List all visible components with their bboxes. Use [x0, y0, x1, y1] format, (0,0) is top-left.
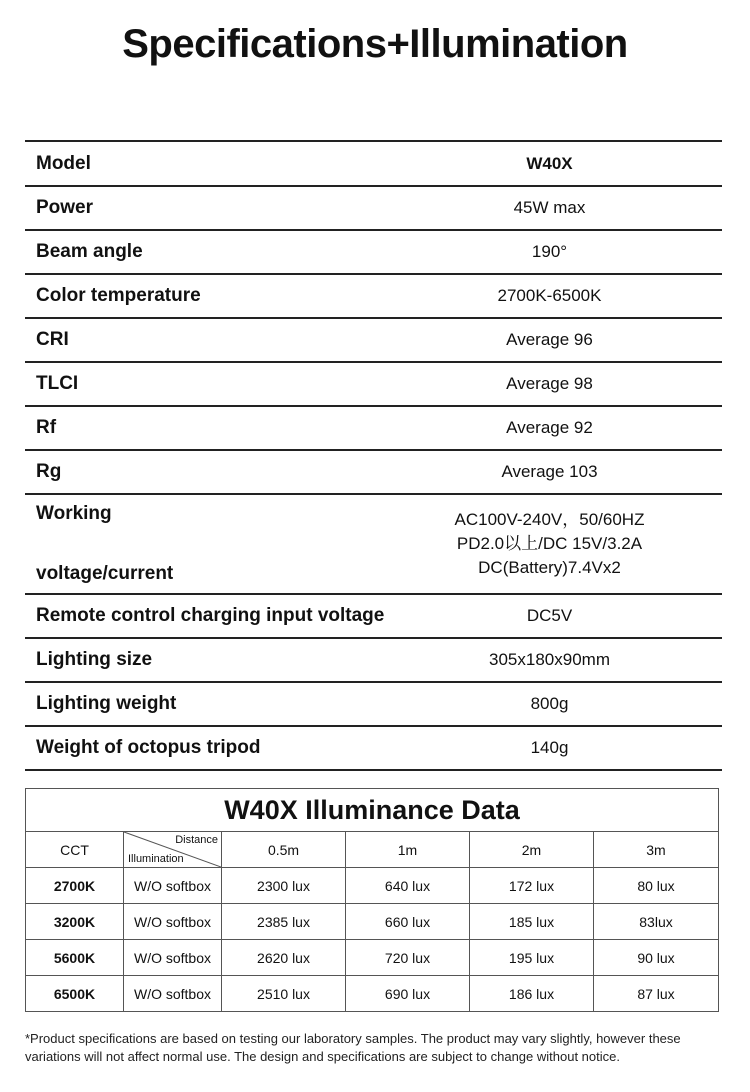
- spec-value-line: PD2.0以上/DC 15V/3.2A: [456, 534, 643, 553]
- spec-value: 190°: [531, 242, 568, 261]
- illuminance-row: [26, 904, 718, 940]
- spec-value: 305x180x90mm: [489, 650, 610, 669]
- spec-row: [25, 231, 722, 275]
- spec-label: Model: [36, 152, 91, 174]
- spec-value: [377, 495, 722, 593]
- spec-value-line: AC100V-240V，50/60HZ: [454, 510, 645, 529]
- spec-value-line: DC(Battery)7.4Vx2: [478, 558, 621, 577]
- illuminance-title: W40X Illuminance Data: [26, 789, 718, 832]
- spec-row: [25, 639, 722, 683]
- row-value: 186 lux: [470, 976, 594, 1011]
- spec-value: Average 96: [506, 330, 593, 349]
- spec-label: Rf: [36, 417, 57, 438]
- illuminance-row: [26, 868, 718, 904]
- spec-value: Average 92: [506, 418, 593, 437]
- row-cct: 6500K: [26, 976, 124, 1011]
- header-distance-illumination: [124, 832, 222, 867]
- illuminance-row: [26, 940, 718, 976]
- spec-row: [25, 683, 722, 727]
- row-value: 690 lux: [346, 976, 470, 1011]
- row-value: 185 lux: [470, 904, 594, 939]
- spec-label: [25, 495, 377, 593]
- spec-value: DC5V: [526, 606, 573, 625]
- row-mode: W/O softbox: [124, 904, 222, 939]
- row-value: 80 lux: [637, 877, 675, 894]
- header-distance-label: Distance: [175, 834, 218, 846]
- spec-value: 45W max: [513, 198, 586, 217]
- row-value: 195 lux: [470, 940, 594, 975]
- spec-label: TLCI: [36, 373, 79, 394]
- spec-table: [25, 140, 722, 771]
- row-value: 172 lux: [470, 868, 594, 903]
- header-distance: 2m: [470, 832, 594, 867]
- row-mode: W/O softbox: [124, 868, 222, 903]
- spec-value: 2700K-6500K: [497, 286, 602, 305]
- spec-row: [25, 451, 722, 495]
- row-cct: 3200K: [26, 904, 124, 939]
- spec-value: 140g: [530, 738, 569, 757]
- row-value: 660 lux: [346, 904, 470, 939]
- spec-label-line: voltage/current: [36, 563, 174, 584]
- illuminance-header-row: [26, 832, 718, 868]
- spec-row: [25, 407, 722, 451]
- header-distance: 1m: [346, 832, 470, 867]
- row-value: 720 lux: [346, 940, 470, 975]
- row-value: 2620 lux: [222, 940, 346, 975]
- spec-value: Average 103: [501, 462, 598, 481]
- illuminance-table: [25, 788, 719, 1012]
- spec-row: [25, 275, 722, 319]
- spec-label: Beam angle: [36, 241, 143, 262]
- spec-value: 800g: [530, 694, 569, 713]
- row-value: 2385 lux: [222, 904, 346, 939]
- spec-label: Lighting weight: [36, 693, 177, 714]
- spec-label: Remote control charging input voltage: [36, 605, 385, 626]
- row-value: 90 lux: [637, 949, 675, 966]
- illuminance-row: [26, 976, 718, 1011]
- spec-row: [25, 187, 722, 231]
- spec-label: Color temperature: [36, 285, 201, 306]
- spec-label: Lighting size: [36, 649, 153, 670]
- spec-row-working: [25, 495, 722, 595]
- spec-row: [25, 595, 722, 639]
- row-value: 87 lux: [637, 985, 675, 1002]
- row-mode: W/O softbox: [124, 940, 222, 975]
- header-illumination-label: Illumination: [128, 853, 184, 865]
- spec-row: [25, 727, 722, 771]
- spec-label: Rg: [36, 461, 62, 482]
- row-value: 2510 lux: [222, 976, 346, 1011]
- spec-value: Average 98: [506, 374, 593, 393]
- spec-label: CRI: [36, 329, 69, 350]
- row-cct: 2700K: [26, 868, 124, 903]
- header-distance: 3m: [646, 841, 666, 858]
- spec-row: [25, 319, 722, 363]
- header-distance: 0.5m: [222, 832, 346, 867]
- spec-label-line: Working: [36, 503, 112, 524]
- row-value: 640 lux: [346, 868, 470, 903]
- footnote: *Product specifications are based on testing our laboratory samples. The product may vary slightly, however these variations will not affect normal use. The design and specifications are subject to change without notice.: [25, 1031, 681, 1064]
- row-value: 83lux: [639, 913, 673, 930]
- row-cct: 5600K: [26, 940, 124, 975]
- spec-value: W40X: [526, 153, 573, 173]
- spec-row: [25, 363, 722, 407]
- row-value: 2300 lux: [222, 868, 346, 903]
- row-mode: W/O softbox: [124, 976, 222, 1011]
- spec-row: [25, 140, 722, 187]
- page-title: Specifications+Illumination: [122, 22, 628, 66]
- header-cct: CCT: [26, 832, 124, 867]
- spec-label: Weight of octopus tripod: [36, 737, 261, 758]
- spec-label: Power: [36, 197, 94, 218]
